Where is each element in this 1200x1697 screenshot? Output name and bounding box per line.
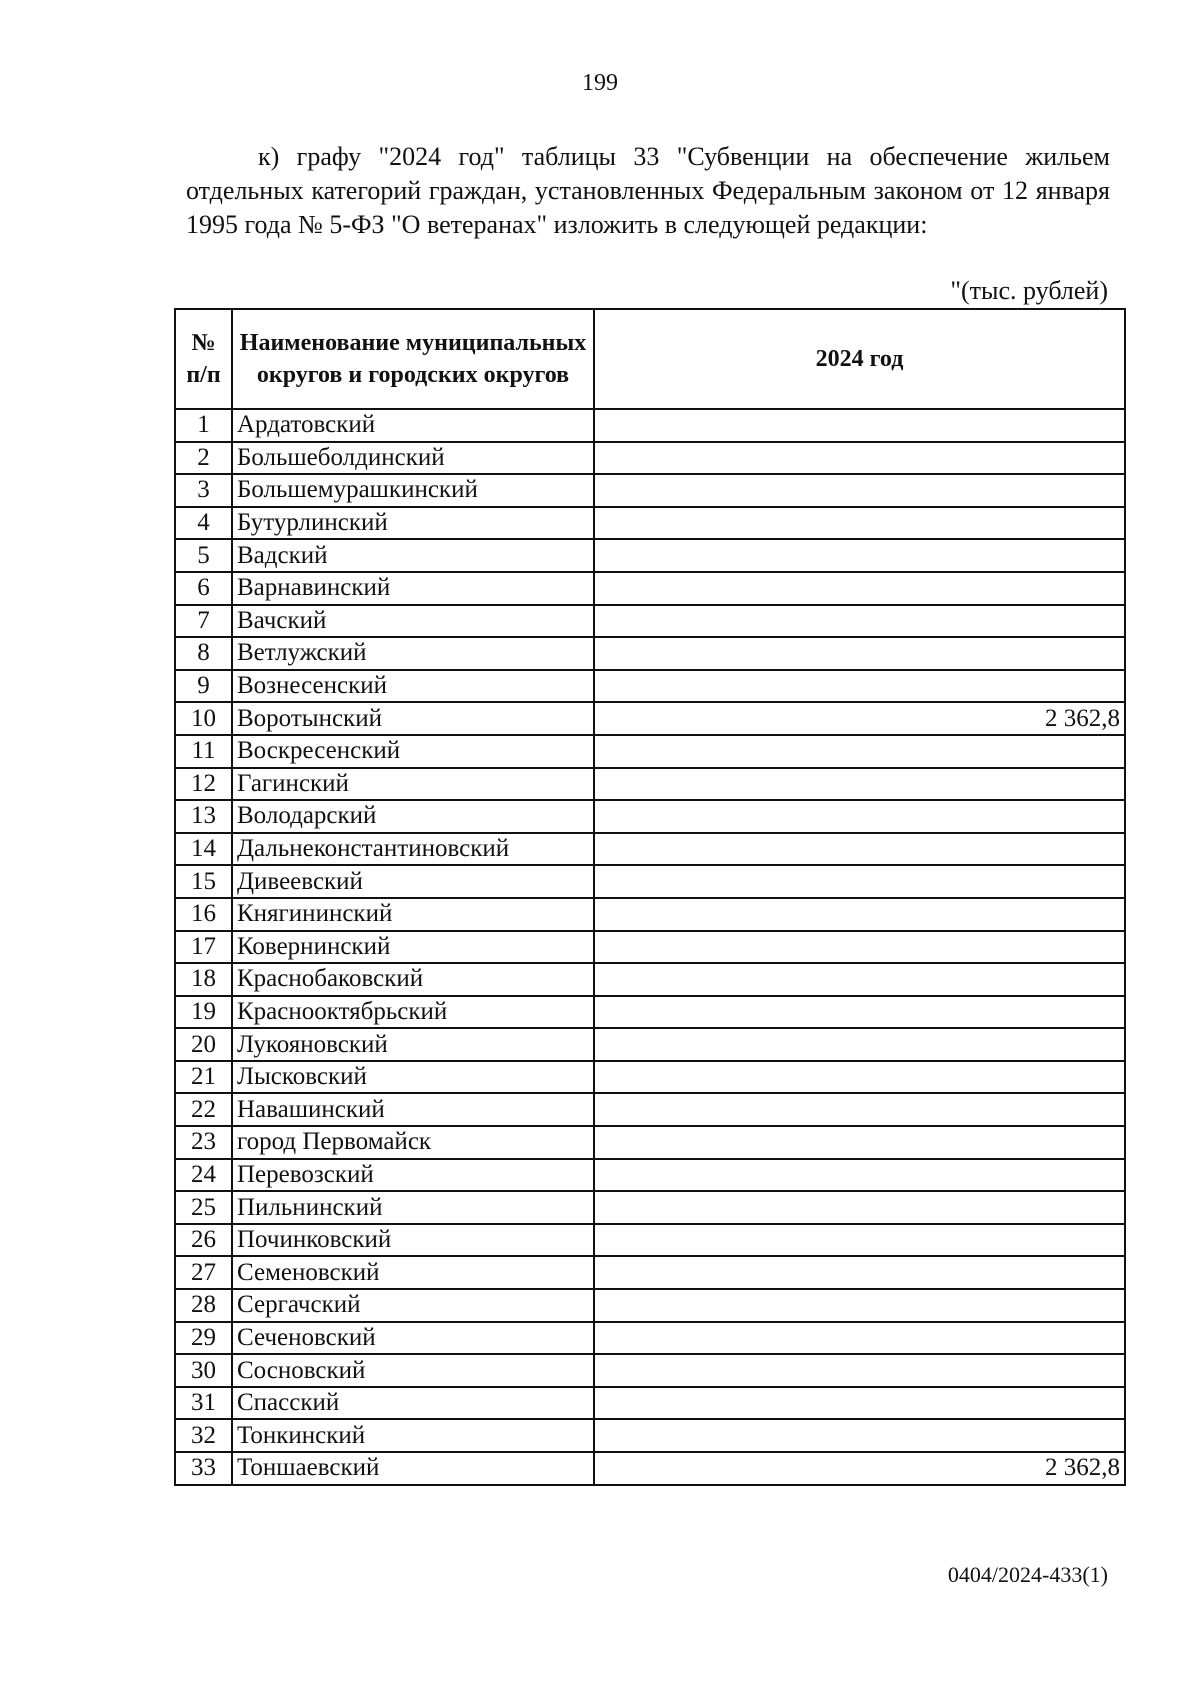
table-row — [175, 996, 1125, 1029]
row-number: 20 — [175, 1028, 232, 1061]
row-number: 6 — [175, 572, 232, 605]
row-value — [594, 474, 1125, 507]
row-value — [594, 931, 1125, 964]
table-row — [175, 963, 1125, 996]
row-number: 9 — [175, 670, 232, 703]
municipality-name: город Первомайск — [232, 1126, 594, 1159]
municipality-name: Большеболдинский — [232, 442, 594, 475]
row-number: 5 — [175, 539, 232, 572]
row-number: 21 — [175, 1061, 232, 1094]
table-row — [175, 1224, 1125, 1257]
row-number: 4 — [175, 507, 232, 540]
table-row — [175, 605, 1125, 638]
row-number: 14 — [175, 833, 232, 866]
row-value — [594, 1354, 1125, 1387]
row-number: 3 — [175, 474, 232, 507]
row-value: 2 362,8 — [594, 1452, 1125, 1485]
row-value — [594, 996, 1125, 1029]
row-number: 26 — [175, 1224, 232, 1257]
row-number: 1 — [175, 409, 232, 442]
municipality-name: Большемурашкинский — [232, 474, 594, 507]
table-row — [175, 572, 1125, 605]
table-row — [175, 898, 1125, 931]
table-row — [175, 1126, 1125, 1159]
municipality-name: Навашинский — [232, 1093, 594, 1126]
municipality-name: Дивеевский — [232, 865, 594, 898]
municipality-name: Тоншаевский — [232, 1452, 594, 1485]
row-value — [594, 1191, 1125, 1224]
table-row — [175, 833, 1125, 866]
row-number: 7 — [175, 605, 232, 638]
table-row — [175, 865, 1125, 898]
table-row — [175, 1159, 1125, 1192]
table-row — [175, 1354, 1125, 1387]
municipality-name: Княгининский — [232, 898, 594, 931]
table-row — [175, 1256, 1125, 1289]
table-row — [175, 1028, 1125, 1061]
row-number: 2 — [175, 442, 232, 475]
table-row — [175, 735, 1125, 768]
municipality-name: Сергачский — [232, 1289, 594, 1322]
municipality-name: Лукояновский — [232, 1028, 594, 1061]
row-number: 22 — [175, 1093, 232, 1126]
row-value — [594, 1419, 1125, 1452]
table-row — [175, 768, 1125, 801]
municipality-name: Воротынский — [232, 702, 594, 735]
municipality-name: Пильнинский — [232, 1191, 594, 1224]
row-number: 23 — [175, 1126, 232, 1159]
table-body — [175, 409, 1125, 1485]
row-value — [594, 605, 1125, 638]
page-number: 199 — [582, 70, 618, 96]
municipality-name: Вадский — [232, 539, 594, 572]
municipality-name: Лысковский — [232, 1061, 594, 1094]
subvention-table — [174, 308, 1126, 1486]
table-row — [175, 1061, 1125, 1094]
row-value — [594, 539, 1125, 572]
table-header-row — [175, 309, 1125, 409]
row-value — [594, 1126, 1125, 1159]
municipality-name: Семеновский — [232, 1256, 594, 1289]
row-number: 10 — [175, 702, 232, 735]
table-row — [175, 931, 1125, 964]
row-value — [594, 833, 1125, 866]
table-row — [175, 1322, 1125, 1355]
row-value — [594, 572, 1125, 605]
row-number: 11 — [175, 735, 232, 768]
row-number: 13 — [175, 800, 232, 833]
table-row — [175, 1387, 1125, 1420]
row-value — [594, 1387, 1125, 1420]
row-number: 25 — [175, 1191, 232, 1224]
table-row — [175, 800, 1125, 833]
row-value — [594, 507, 1125, 540]
table-row — [175, 474, 1125, 507]
table-row — [175, 1191, 1125, 1224]
table-row — [175, 507, 1125, 540]
municipality-name: Сеченовский — [232, 1322, 594, 1355]
header-name: Наименование муниципальных округов и городских округов — [232, 309, 594, 409]
row-number: 31 — [175, 1387, 232, 1420]
row-value — [594, 898, 1125, 931]
row-value — [594, 409, 1125, 442]
row-number: 18 — [175, 963, 232, 996]
table-row — [175, 442, 1125, 475]
row-value — [594, 1256, 1125, 1289]
row-value: 2 362,8 — [594, 702, 1125, 735]
row-number: 29 — [175, 1322, 232, 1355]
row-value — [594, 1224, 1125, 1257]
row-value — [594, 865, 1125, 898]
municipality-name: Воскресенский — [232, 735, 594, 768]
municipality-name: Сосновский — [232, 1354, 594, 1387]
row-number: 15 — [175, 865, 232, 898]
intro-paragraph: к) графу "2024 год" таблицы 33 "Субвенции на обеспечение жильем отдельных категорий граждан, установленных Федеральным законом от 12 января 1995 года № 5-ФЗ "О ветеранах" изложить в следующей редакции: — [186, 142, 1110, 239]
row-value — [594, 1289, 1125, 1322]
row-number: 17 — [175, 931, 232, 964]
row-value — [594, 963, 1125, 996]
header-year: 2024 год — [594, 309, 1125, 409]
municipality-name: Ветлужский — [232, 637, 594, 670]
row-number: 27 — [175, 1256, 232, 1289]
municipality-name: Гагинский — [232, 768, 594, 801]
header-num: № п/п — [175, 309, 232, 409]
municipality-name: Бутурлинский — [232, 507, 594, 540]
municipality-name: Починковский — [232, 1224, 594, 1257]
document-code: 0404/2024-433(1) — [947, 1562, 1108, 1587]
row-number: 8 — [175, 637, 232, 670]
municipality-name: Володарский — [232, 800, 594, 833]
table-row — [175, 1452, 1125, 1485]
row-number: 16 — [175, 898, 232, 931]
row-value — [594, 735, 1125, 768]
municipality-name: Тонкинский — [232, 1419, 594, 1452]
row-value — [594, 768, 1125, 801]
table-row — [175, 702, 1125, 735]
table-row — [175, 637, 1125, 670]
table-row — [175, 1289, 1125, 1322]
row-value — [594, 1061, 1125, 1094]
row-number: 12 — [175, 768, 232, 801]
municipality-name: Краснобаковский — [232, 963, 594, 996]
row-value — [594, 1322, 1125, 1355]
row-value — [594, 1093, 1125, 1126]
row-value — [594, 1159, 1125, 1192]
row-number: 19 — [175, 996, 232, 1029]
municipality-name: Вознесенский — [232, 670, 594, 703]
table-row — [175, 670, 1125, 703]
table-row — [175, 1093, 1125, 1126]
municipality-name: Перевозский — [232, 1159, 594, 1192]
row-number: 24 — [175, 1159, 232, 1192]
row-number: 28 — [175, 1289, 232, 1322]
municipality-name: Ковернинский — [232, 931, 594, 964]
units-label: "(тыс. рублей) — [950, 276, 1108, 305]
table-row — [175, 1419, 1125, 1452]
row-value — [594, 800, 1125, 833]
municipality-name: Вачский — [232, 605, 594, 638]
municipality-name: Спасский — [232, 1387, 594, 1420]
municipality-name: Краснооктябрьский — [232, 996, 594, 1029]
row-number: 32 — [175, 1419, 232, 1452]
row-value — [594, 1028, 1125, 1061]
row-value — [594, 442, 1125, 475]
table-row — [175, 409, 1125, 442]
municipality-name: Варнавинский — [232, 572, 594, 605]
municipality-name: Ардатовский — [232, 409, 594, 442]
row-number: 30 — [175, 1354, 232, 1387]
row-value — [594, 637, 1125, 670]
row-number: 33 — [175, 1452, 232, 1485]
municipality-name: Дальнеконстантиновский — [232, 833, 594, 866]
table-row — [175, 539, 1125, 572]
row-value — [594, 670, 1125, 703]
